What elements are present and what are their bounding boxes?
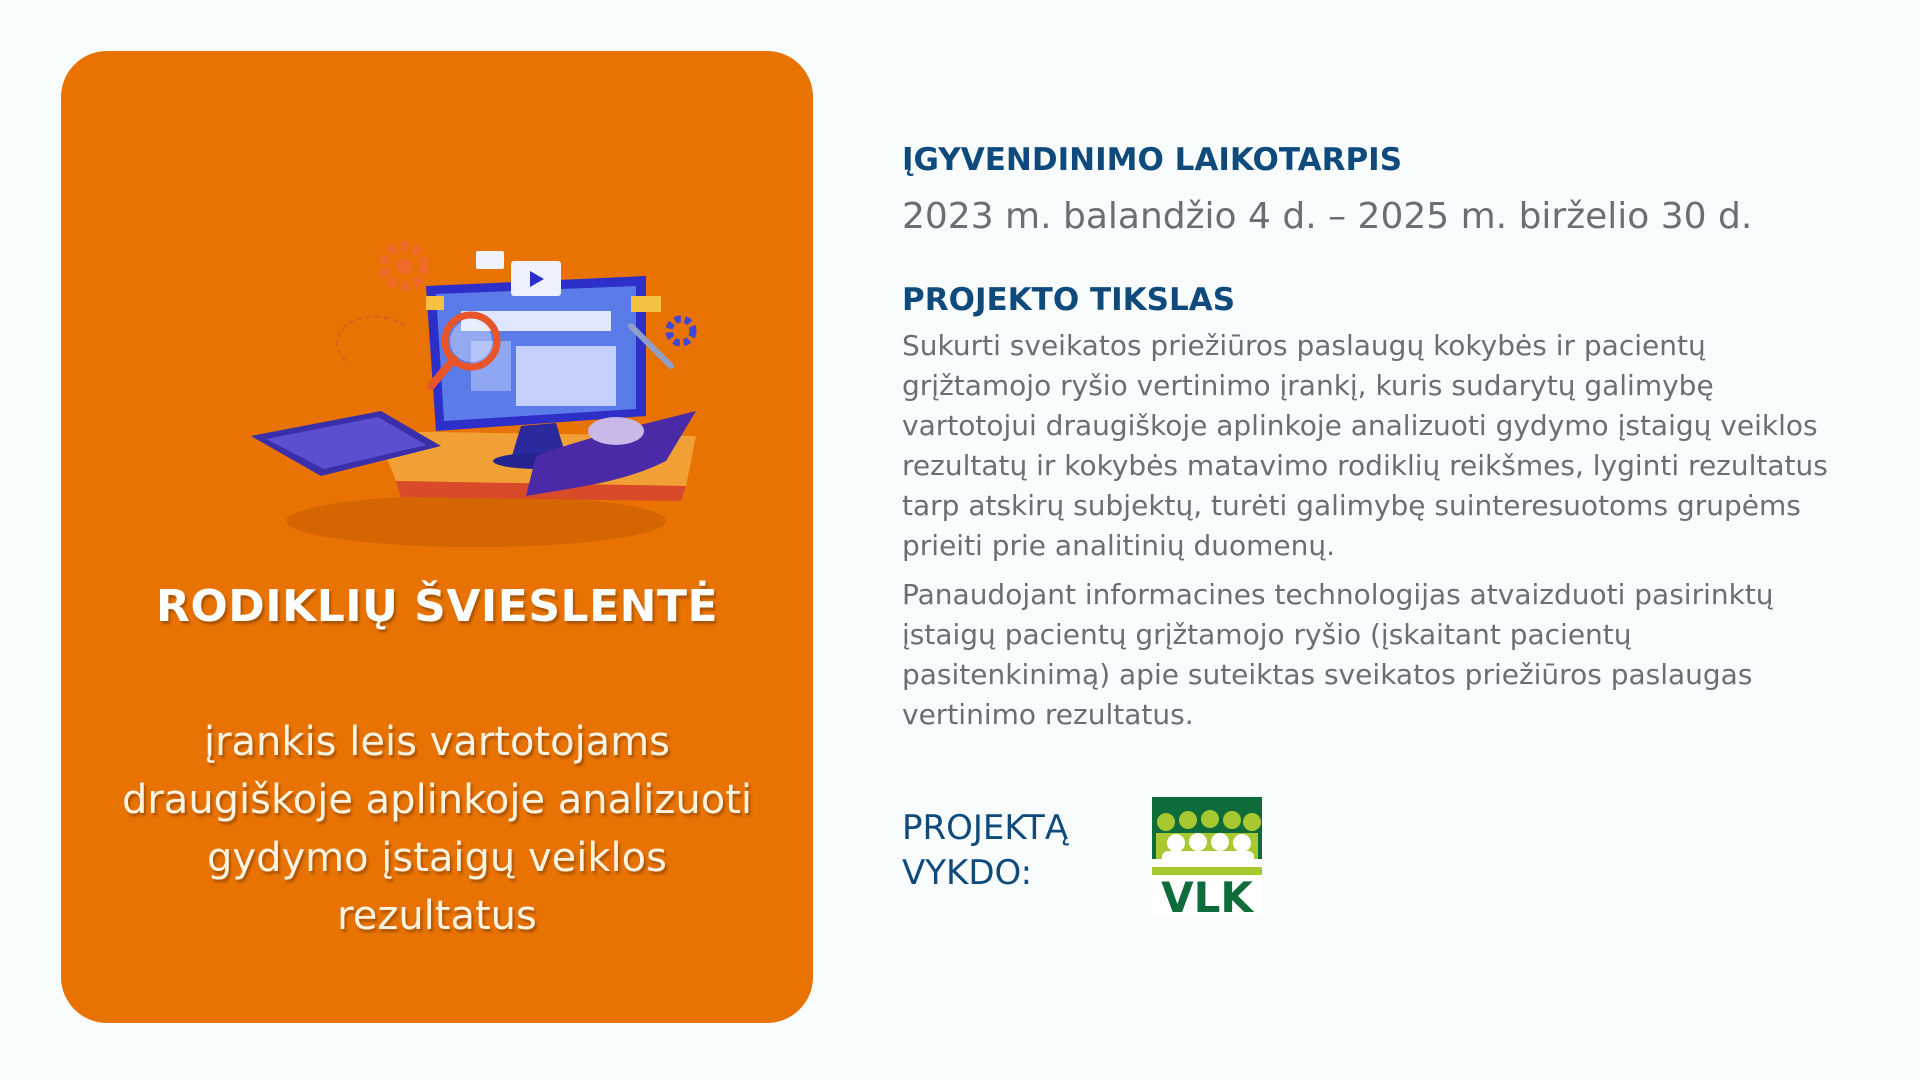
goal-paragraph-1: Sukurti sveikatos priežiūros paslaugų kokybės ir pacientų grįžtamojo ryšio vertinimo įrankį, kuris sudarytų galimybę vartotojui draugiškoje aplinkoje analizuoti gydymo įstaigų veiklos rezultatų ir kokybės matavimo rodiklių reikšmes, lyginti rezultatus tarp atskirų subjektų, turėti galimybę suinteresuotoms grupėms prieiti prie analitinių duomenų. (902, 329, 1828, 562)
goal-paragraph-2: Panaudojant informacines technologijas atvaizduoti pasirinktų įstaigų pacientų grįžtamojo ryšio (įskaitant pacientų pasitenkinimą) apie suteiktas sveikatos priežiūros paslaugas vertinimo rezultatus. (902, 578, 1774, 731)
goal-heading: PROJEKTO TIKSLAS (902, 282, 1236, 318)
card-title: RODIKLIŲ ŠVIESLENTĖ (155, 581, 719, 632)
implementation-heading: ĮGYVENDINIMO LAIKOTARPIS (902, 142, 1403, 178)
implementation-period: 2023 m. balandžio 4 d. – 2025 m. birželio 30 d. (902, 196, 1753, 237)
computer-workspace-illustration-icon (226, 231, 716, 551)
feature-card (61, 51, 813, 1023)
vlk-logo-text: VLK (1161, 873, 1253, 916)
executor-label: PROJEKTĄ VYKDO: (902, 808, 1069, 893)
card-description: įrankis leis vartotojams draugiškoje aplinkoje analizuoti gydymo įstaigų veiklos rezultatus (121, 719, 753, 939)
vlk-logo-icon (1152, 797, 1262, 916)
